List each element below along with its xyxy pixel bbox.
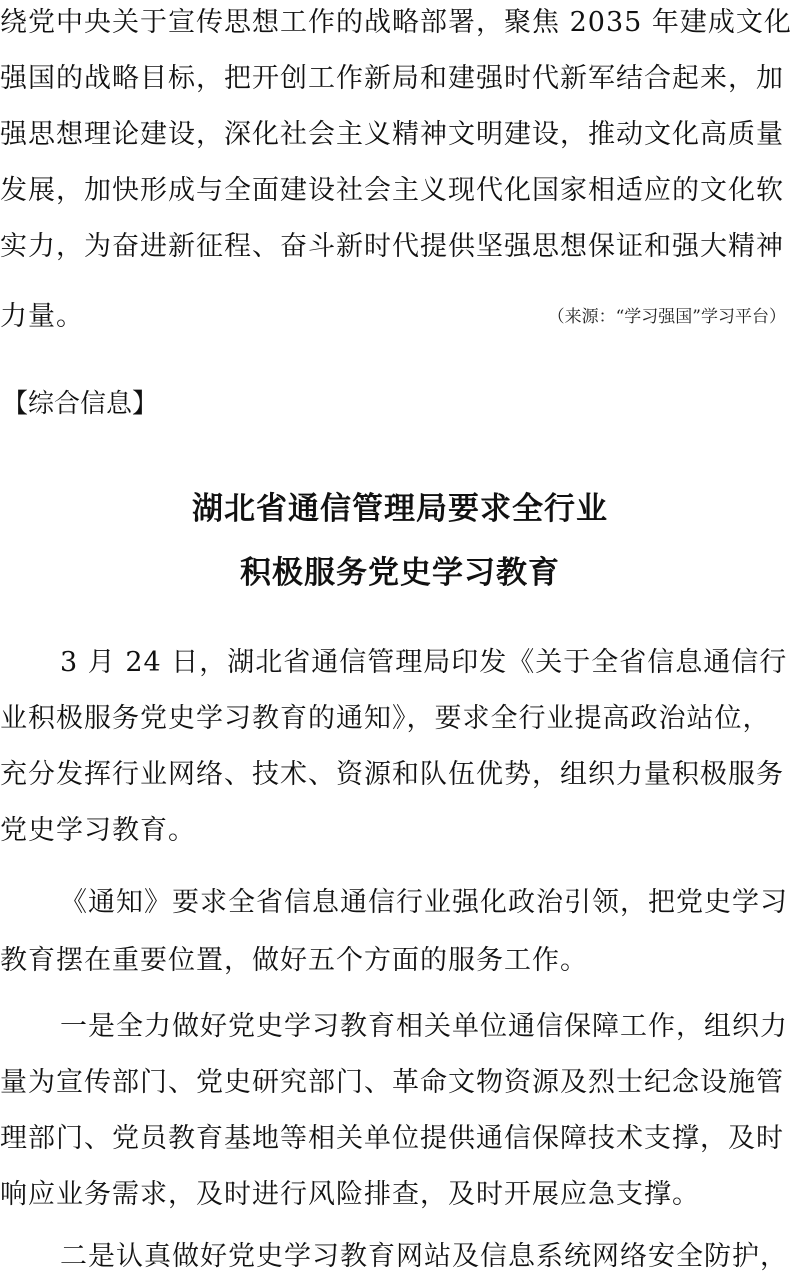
prev-article-line: 发展，加快形成与全面建设社会主义现代化国家相适应的文化软 [0, 175, 784, 206]
prev-article-line: 绕党中央关于宣传思想工作的战略部署，聚焦 2035 年建成文化 [0, 7, 792, 38]
body-text-line: 响应业务需求，及时进行风险排查，及时开展应急支撑。 [0, 1179, 700, 1210]
prev-article-line: 强思想理论建设，深化社会主义精神文明建设，推动文化高质量 [0, 119, 784, 150]
prev-article-line: 实力，为奋进新征程、奋斗新时代提供坚强思想保证和强大精神 [0, 231, 784, 262]
body-text-line: 充分发挥行业网络、技术、资源和队伍优势，组织力量积极服务 [0, 759, 784, 790]
body-text-line: 二是认真做好党史学习教育网站及信息系统网络安全防护， [60, 1241, 788, 1272]
body-text-line: 业积极服务党史学习教育的通知》，要求全行业提高政治站位， [0, 703, 771, 734]
body-text-line: 《通知》要求全省信息通信行业强化政治引领，把党史学习 [60, 887, 788, 918]
source-note: （来源：“学习强国”学习平台） [547, 307, 786, 327]
body-text-line: 理部门、党员教育基地等相关单位提供通信保障技术支撑，及时 [0, 1123, 784, 1154]
body-text-line: 3 月 24 日，湖北省通信管理局印发《关于全省信息通信行 [60, 647, 788, 678]
body-text-line: 量为宣传部门、党史研究部门、革命文物资源及烈士纪念设施管 [0, 1067, 784, 1098]
prev-article-line: 力量。 [0, 301, 84, 332]
body-text-line: 党史学习教育。 [0, 815, 196, 846]
article-title-line-2: 积极服务党史学习教育 [240, 555, 560, 591]
body-text-line: 教育摆在重要位置，做好五个方面的服务工作。 [0, 945, 588, 976]
article-title-line-1: 湖北省通信管理局要求全行业 [192, 491, 608, 527]
prev-article-line: 强国的战略目标，把开创工作新局和建强时代新军结合起来，加 [0, 63, 784, 94]
section-label: 【综合信息】 [2, 389, 159, 419]
body-text-line: 一是全力做好党史学习教育相关单位通信保障工作，组织力 [60, 1011, 788, 1042]
